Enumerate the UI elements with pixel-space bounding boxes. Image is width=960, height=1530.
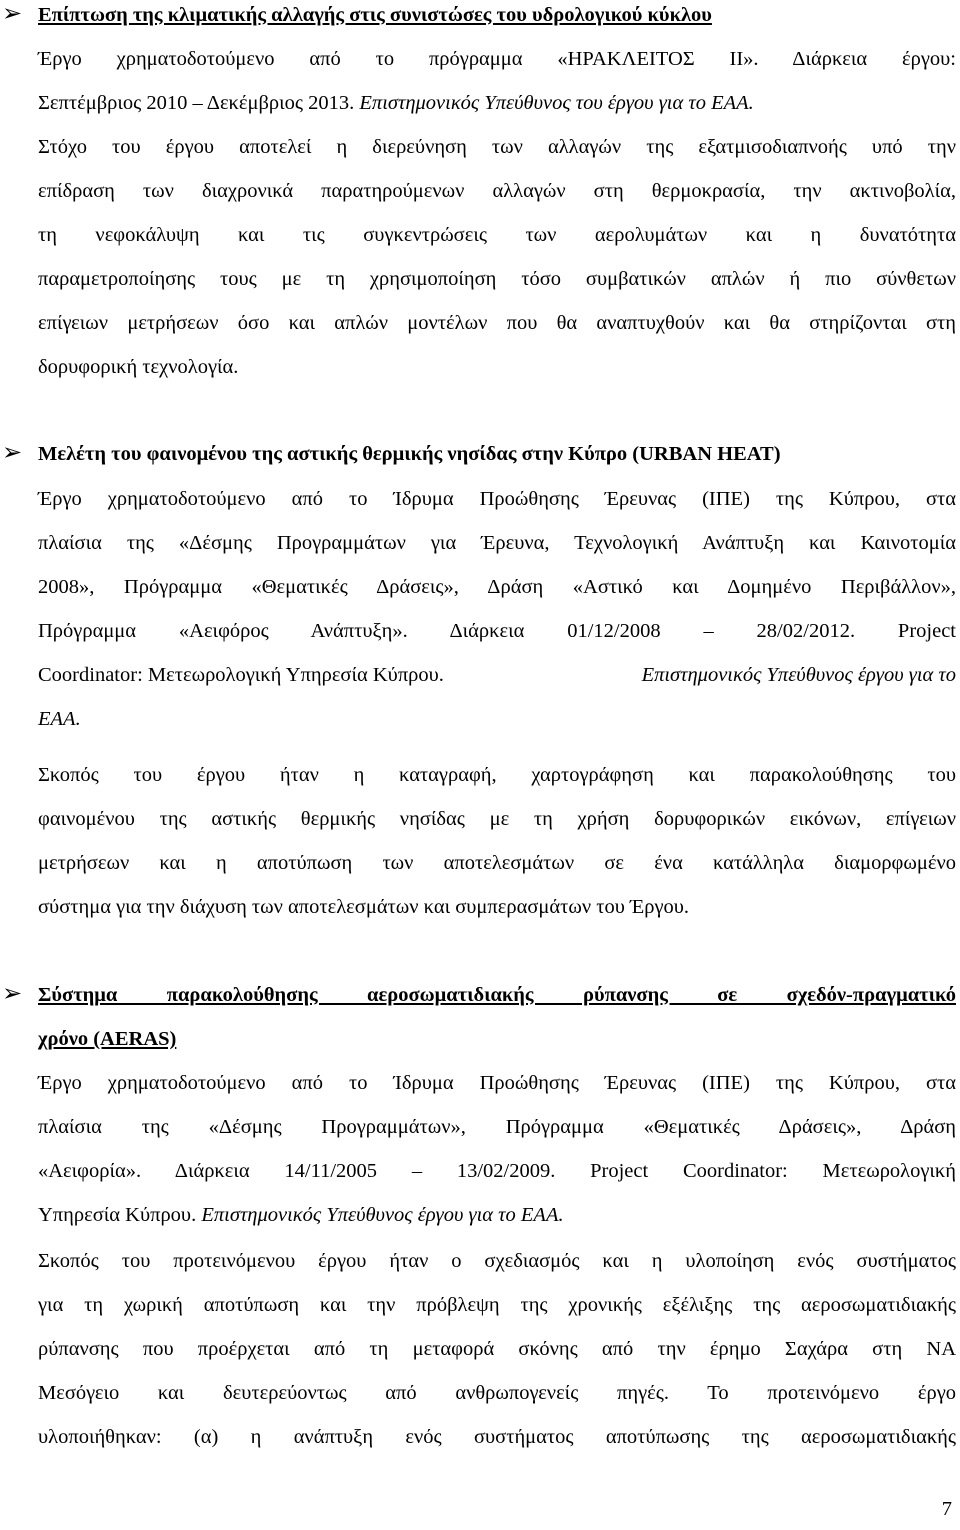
funding-text: πλαίσια της «Δέσμης Προγραμμάτων», Πρόγραμμα «Θεματικές Δράσεις», Δράση xyxy=(38,1116,956,1138)
funding-text: Coordinator: Μετεωρολογική Υπηρεσία Κύπρου. Επιστημονικός Υπεύθυνος έργου για το xyxy=(38,660,956,690)
funding-text: Έργο χρηματοδοτούμενο από το πρόγραμμα «ΗΡΑΚΛΕΙΤΟΣ ΙΙ». Διάρκεια έργου: xyxy=(38,48,956,70)
funding-text: Υπηρεσία Κύπρου. Επιστημονικός Υπεύθυνος έργου για το ΕΑΑ. xyxy=(38,1204,564,1226)
body-text: δορυφορική τεχνολογία. xyxy=(38,356,239,378)
section-title: Επίπτωση της κλιματικής αλλαγής στις συνιστώσες του υδρολογικού κύκλου xyxy=(38,4,712,26)
responsible-note: Επιστημονικός Υπεύθυνος έργου για το xyxy=(641,664,956,686)
funding-text: Έργο χρηματοδοτούμενο από το Ίδρυμα Προώθησης Έρευνας (ΙΠΕ) της Κύπρου, στα xyxy=(38,1072,956,1094)
body-text: τη νεφοκάλυψη και τις συγκεντρώσεις των αερολυμάτων και η δυνατότητα xyxy=(38,224,956,246)
body-text: σύστημα για την διάχυση των αποτελεσμάτων και συμπερασμάτων του Έργου. xyxy=(38,896,690,918)
responsible-note: ΕΑΑ. xyxy=(38,708,81,730)
section-title: Σύστημα παρακολούθησης αεροσωματιδιακής ρύπανσης σε σχεδόν-πραγματικό xyxy=(38,984,956,1006)
body-text: επίγειων μετρήσεων όσο και απλών μοντέλων που θα αναπτυχθούν και θα στηρίζονται στη xyxy=(38,312,956,334)
body-text: μετρήσεων και η αποτύπωση των αποτελεσμάτων σε ένα κατάλληλα διαμορφωμένο xyxy=(38,852,956,874)
body-text: Σκοπός του προτεινόμενου έργου ήταν ο σχεδιασμός και η υλοποίηση ενός συστήματος xyxy=(38,1250,956,1272)
section-title: Μελέτη του φαινομένου της αστικής θερμικής νησίδας στην Κύπρο (URBAN HEAT) xyxy=(38,443,781,465)
funding-text: Σεπτέμβριος 2010 – Δεκέμβριος 2013. Επιστημονικός Υπεύθυνος του έργου για το ΕΑΑ. xyxy=(38,92,754,114)
funding-text: Πρόγραμμα «Αειφόρος Ανάπτυξη». Διάρκεια 01/12/2008 – 28/02/2012. Project xyxy=(38,620,956,642)
body-text: ρύπανσης που προέρχεται από τη μεταφορά σκόνης από την έρημο Σαχάρα στη ΝΑ xyxy=(38,1338,956,1360)
body-text: Σκοπός του έργου ήταν η καταγραφή, χαρτογράφηση και παρακολούθησης του xyxy=(38,764,956,786)
arrowhead-bullet-icon: ➢ xyxy=(2,440,23,466)
funding-text: «Αειφορία». Διάρκεια 14/11/2005 – 13/02/2009. Project Coordinator: Μετεωρολογική xyxy=(38,1160,956,1182)
arrowhead-bullet-icon: ➢ xyxy=(2,981,23,1007)
arrowhead-bullet-icon: ➢ xyxy=(2,1,23,27)
page-number: 7 xyxy=(941,1498,952,1520)
body-text: υλοποιήθηκαν: (α) η ανάπτυξη ενός συστήματος αποτύπωσης της αεροσωματιδιακής xyxy=(38,1426,956,1448)
body-text: για τη χωρική αποτύπωση και την πρόβλεψη της χρονικής εξέλιξης της αεροσωματιδιακής xyxy=(38,1294,956,1316)
body-text: Μεσόγειο και δευτερεύοντως από ανθρωπογενείς πηγές. Το προτεινόμενο έργο xyxy=(38,1382,956,1404)
section-title: χρόνο (AERAS) xyxy=(38,1028,177,1050)
funding-text: Έργο χρηματοδοτούμενο από το Ίδρυμα Προώθησης Έρευνας (ΙΠΕ) της Κύπρου, στα xyxy=(38,488,956,510)
body-text: επίδραση των διαχρονικά παρατηρούμενων αλλαγών στη θερμοκρασία, την ακτινοβολία, xyxy=(38,180,956,202)
body-text: Στόχο του έργου αποτελεί η διερεύνηση των αλλαγών της εξατμισοδιαπνοής υπό την xyxy=(38,136,956,158)
responsible-note: Επιστημονικός Υπεύθυνος έργου για το ΕΑΑ. xyxy=(201,1204,564,1226)
funding-text: 2008», Πρόγραμμα «Θεματικές Δράσεις», Δράση «Αστικό και Δομημένο Περιβάλλον», xyxy=(38,576,956,598)
responsible-note: Επιστημονικός Υπεύθυνος του έργου για το ΕΑΑ. xyxy=(359,92,754,114)
body-text: φαινομένου της αστικής θερμικής νησίδας με τη χρήση δορυφορικών εικόνων, επίγειων xyxy=(38,808,956,830)
body-text: παραμετροποίησης τους με τη χρησιμοποίηση τόσο συμβατικών απλών ή πιο σύνθετων xyxy=(38,268,956,290)
funding-text: πλαίσια της «Δέσμης Προγραμμάτων για Έρευνα, Τεχνολογική Ανάπτυξη και Καινοτομία xyxy=(38,532,956,554)
